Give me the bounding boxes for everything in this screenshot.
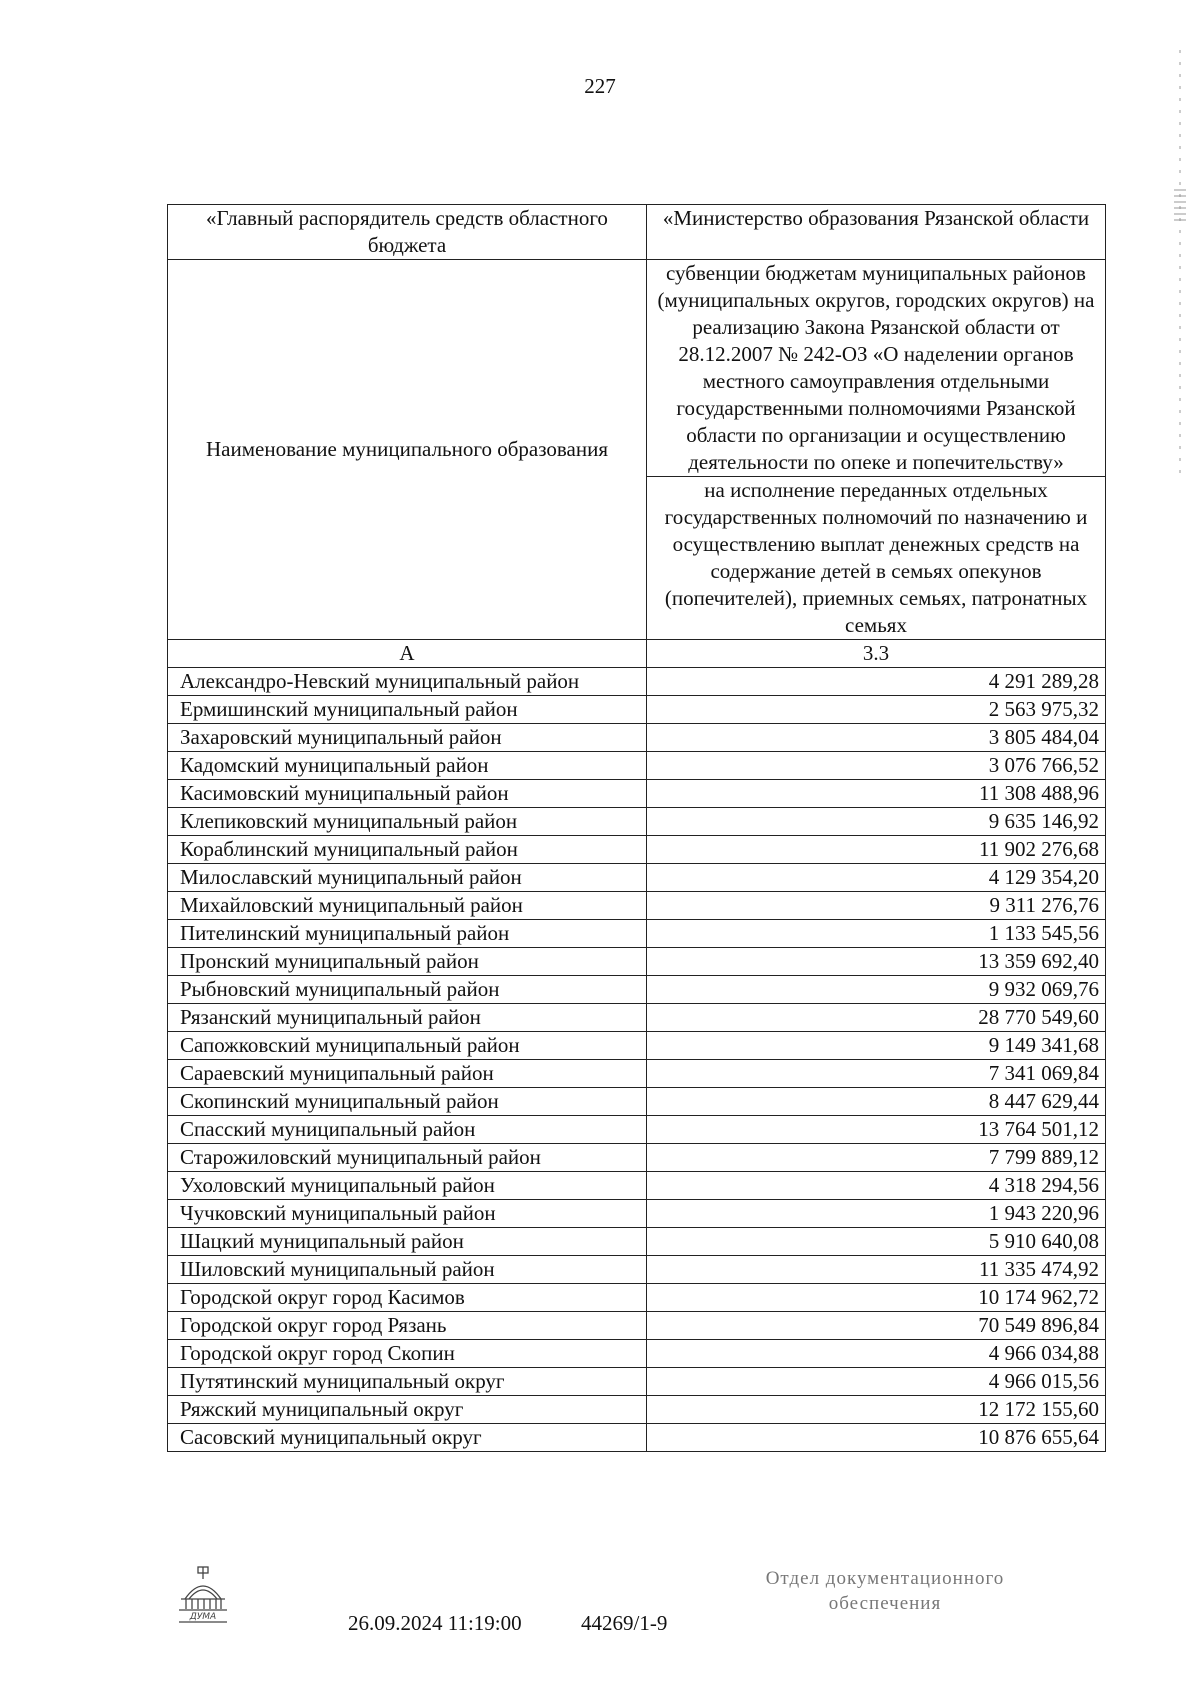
municipality-name: Чучковский муниципальный район bbox=[168, 1200, 647, 1228]
table-row bbox=[168, 668, 1106, 696]
header-row-subvention bbox=[168, 260, 1106, 477]
subvention-amount: 1 133 545,56 bbox=[647, 920, 1106, 948]
column-code-row bbox=[168, 640, 1106, 668]
subvention-amount: 4 318 294,56 bbox=[647, 1172, 1106, 1200]
subvention-amount: 11 902 276,68 bbox=[647, 836, 1106, 864]
table-row bbox=[168, 1088, 1106, 1116]
subvention-amount: 2 563 975,32 bbox=[647, 696, 1106, 724]
table-row bbox=[168, 1032, 1106, 1060]
table-row bbox=[168, 752, 1106, 780]
table-row bbox=[168, 1228, 1106, 1256]
table-row bbox=[168, 1284, 1106, 1312]
subvention-amount: 70 549 896,84 bbox=[647, 1312, 1106, 1340]
subvention-amount: 10 174 962,72 bbox=[647, 1284, 1106, 1312]
municipality-name: Рыбновский муниципальный район bbox=[168, 976, 647, 1004]
subvention-amount: 1 943 220,96 bbox=[647, 1200, 1106, 1228]
municipality-rows bbox=[168, 668, 1106, 1452]
table-row bbox=[168, 1200, 1106, 1228]
table-row bbox=[168, 1256, 1106, 1284]
table-row bbox=[168, 1424, 1106, 1452]
municipality-name: Пронский муниципальный район bbox=[168, 948, 647, 976]
budget-table bbox=[167, 204, 1106, 1452]
table-row bbox=[168, 724, 1106, 752]
municipality-name: Александро-Невский муниципальный район bbox=[168, 668, 647, 696]
page-number: 227 bbox=[584, 74, 616, 98]
subvention-amount: 9 311 276,76 bbox=[647, 892, 1106, 920]
table-row bbox=[168, 864, 1106, 892]
municipality-name: Кадомский муниципальный район bbox=[168, 752, 647, 780]
subvention-description: субвенции бюджетам муниципальных районов (муниципальных округов, городских округов) на реализацию Закона Рязанской области от 28.12.2007 № 242-ОЗ «О наделении органов местного самоуправления отдельными государственными полномочиями Рязанской области по организации и осуществлению деятельности по опеке и попечительству» bbox=[647, 260, 1106, 477]
subvention-amount: 4 129 354,20 bbox=[647, 864, 1106, 892]
subvention-amount: 7 799 889,12 bbox=[647, 1144, 1106, 1172]
table-row bbox=[168, 1340, 1106, 1368]
footer-doc-number: 44269/1-9 bbox=[581, 1611, 668, 1635]
duma-logo bbox=[175, 1565, 231, 1625]
municipality-name: Ермишинский муниципальный район bbox=[168, 696, 647, 724]
subvention-amount: 5 910 640,08 bbox=[647, 1228, 1106, 1256]
subvention-amount: 10 876 655,64 bbox=[647, 1424, 1106, 1452]
subvention-amount: 11 335 474,92 bbox=[647, 1256, 1106, 1284]
table-row bbox=[168, 1312, 1106, 1340]
municipality-name: Сасовский муниципальный округ bbox=[168, 1424, 647, 1452]
subvention-amount: 9 932 069,76 bbox=[647, 976, 1106, 1004]
municipality-name: Шиловский муниципальный район bbox=[168, 1256, 647, 1284]
municipality-name: Спасский муниципальный район bbox=[168, 1116, 647, 1144]
municipality-name: Клепиковский муниципальный район bbox=[168, 808, 647, 836]
subvention-amount: 4 966 034,88 bbox=[647, 1340, 1106, 1368]
municipality-name: Городской округ город Касимов bbox=[168, 1284, 647, 1312]
table-row bbox=[168, 892, 1106, 920]
municipality-name: Городской округ город Скопин bbox=[168, 1340, 647, 1368]
header-row-distributor bbox=[168, 205, 1106, 260]
table-row bbox=[168, 976, 1106, 1004]
purpose-description: на исполнение переданных отдельных государственных полномочий по назначению и осуществлению выплат денежных средств на содержание детей в семьях опекунов (попечителей), приемных семьях, патронатных семьях bbox=[647, 477, 1106, 640]
municipality-name: Ухоловский муниципальный район bbox=[168, 1172, 647, 1200]
subvention-amount: 4 291 289,28 bbox=[647, 668, 1106, 696]
subvention-amount: 3 805 484,04 bbox=[647, 724, 1106, 752]
table-row bbox=[168, 1144, 1106, 1172]
table-row bbox=[168, 808, 1106, 836]
subvention-amount: 8 447 629,44 bbox=[647, 1088, 1106, 1116]
table-row bbox=[168, 1116, 1106, 1144]
subvention-amount: 7 341 069,84 bbox=[647, 1060, 1106, 1088]
subvention-amount: 4 966 015,56 bbox=[647, 1368, 1106, 1396]
municipality-name: Скопинский муниципальный район bbox=[168, 1088, 647, 1116]
municipality-name: Михайловский муниципальный район bbox=[168, 892, 647, 920]
table-row bbox=[168, 948, 1106, 976]
table-row bbox=[168, 696, 1106, 724]
scan-margin-marks bbox=[1172, 50, 1188, 480]
table-row bbox=[168, 1172, 1106, 1200]
subvention-amount: 28 770 549,60 bbox=[647, 1004, 1106, 1032]
subvention-amount: 13 359 692,40 bbox=[647, 948, 1106, 976]
municipality-name: Старожиловский муниципальный район bbox=[168, 1144, 647, 1172]
table-row bbox=[168, 1004, 1106, 1032]
table-row bbox=[168, 836, 1106, 864]
municipality-name: Пителинский муниципальный район bbox=[168, 920, 647, 948]
column-code-3-3: 3.3 bbox=[647, 640, 1106, 668]
municipality-name: Касимовский муниципальный район bbox=[168, 780, 647, 808]
municipality-name: Путятинский муниципальный округ bbox=[168, 1368, 647, 1396]
table-row bbox=[168, 920, 1106, 948]
ministry-label: «Министерство образования Рязанской области bbox=[647, 205, 1106, 260]
table-row bbox=[168, 780, 1106, 808]
table-row bbox=[168, 1060, 1106, 1088]
municipality-name: Сараевский муниципальный район bbox=[168, 1060, 647, 1088]
department-stamp: Отдел документационного обеспечения bbox=[765, 1568, 1005, 1614]
subvention-amount: 11 308 488,96 bbox=[647, 780, 1106, 808]
table-row bbox=[168, 1368, 1106, 1396]
municipality-name: Сапожковский муниципальный район bbox=[168, 1032, 647, 1060]
subvention-amount: 12 172 155,60 bbox=[647, 1396, 1106, 1424]
municipality-name: Захаровский муниципальный район bbox=[168, 724, 647, 752]
subvention-amount: 13 764 501,12 bbox=[647, 1116, 1106, 1144]
municipality-name: Городской округ город Рязань bbox=[168, 1312, 647, 1340]
municipality-name: Рязанский муниципальный район bbox=[168, 1004, 647, 1032]
footer-timestamp: 26.09.2024 11:19:00 bbox=[348, 1611, 522, 1635]
municipality-name: Шацкий муниципальный район bbox=[168, 1228, 647, 1256]
municipality-name: Кораблинский муниципальный район bbox=[168, 836, 647, 864]
subvention-amount: 3 076 766,52 bbox=[647, 752, 1106, 780]
municipality-name: Ряжский муниципальный округ bbox=[168, 1396, 647, 1424]
subvention-amount: 9 149 341,68 bbox=[647, 1032, 1106, 1060]
logo-text: ДУМА bbox=[189, 1612, 217, 1622]
column-code-a: А bbox=[168, 640, 647, 668]
subvention-amount: 9 635 146,92 bbox=[647, 808, 1106, 836]
municipality-column-header: Наименование муниципального образования bbox=[168, 260, 647, 640]
table-row bbox=[168, 1396, 1106, 1424]
municipality-name: Милославский муниципальный район bbox=[168, 864, 647, 892]
distributor-label: «Главный распорядитель средств областного бюджета bbox=[168, 205, 647, 260]
